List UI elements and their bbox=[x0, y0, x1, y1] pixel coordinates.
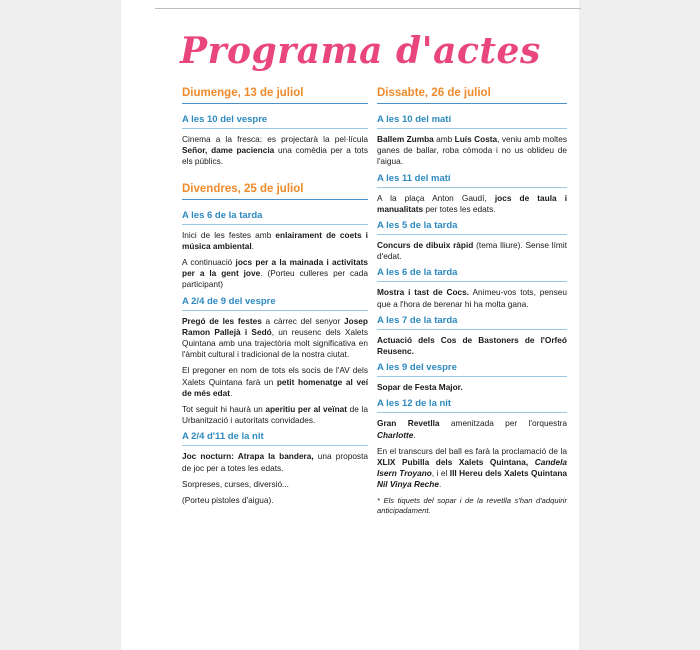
time-heading: A les 11 del matí bbox=[377, 173, 567, 188]
time-heading: A les 9 del vespre bbox=[377, 362, 567, 377]
event-text: Inici de les festes amb enlairament de coets i música ambiental. bbox=[182, 229, 368, 251]
day-heading: Divendres, 25 de juliol bbox=[182, 182, 368, 200]
event-text: A continuació jocs per a la mainada i activitats per a la gent jove. (Porteu culleres per cada participant) bbox=[182, 257, 368, 290]
event-text: Sorpreses, curses, diversió... bbox=[182, 478, 289, 489]
event-text: Concurs de dibuix ràpid (tema lliure). Sense límit d'edat. bbox=[377, 240, 567, 262]
left-column bbox=[182, 86, 368, 511]
event-text: Pregó de les festes a càrrec del senyor Josep Ramon Pallejà i Sedó, un reusenc dels Xalets Quintana amb una trajectòria molt significativa en l'àmbit cultural i tradicional de la nostra ciutat. bbox=[182, 315, 368, 360]
event-text: Mostra i tast de Cocs. Animeu-vos tots, penseu que a l'hora de berenar hi ha molta gana. bbox=[377, 287, 567, 309]
time-heading: A les 7 de la tarda bbox=[377, 315, 567, 330]
top-divider bbox=[155, 8, 581, 9]
event-text: Tot seguit hi haurà un aperitiu per al veïnat de la Urbanització i autoritats convidades. bbox=[182, 404, 368, 426]
ticket-note: * Els tiquets del sopar i de la revetlla s'han d'adquirir anticipadament. bbox=[377, 495, 567, 516]
event-text: Actuació dels Cos de Bastoners de l'Orfeó Reusenc. bbox=[377, 334, 567, 357]
program-page bbox=[121, 0, 579, 650]
time-heading: A les 6 de la tarda bbox=[182, 210, 368, 225]
event-text: Ballem Zumba amb Luís Costa, veniu amb moltes ganes de ballar, roba còmoda i no us oblideu de l'aigua. bbox=[377, 134, 567, 167]
time-heading: A les 5 de la tarda bbox=[377, 220, 567, 235]
event-text: Joc nocturn: Atrapa la bandera, una proposta de joc per a totes les edats. bbox=[182, 451, 368, 473]
time-heading: A 2/4 d'11 de la nit bbox=[182, 431, 368, 446]
event-text: Gran Revetlla amenitzada per l'orquestra Charlotte. bbox=[377, 418, 568, 440]
time-heading: A les 6 de la tarda bbox=[377, 267, 567, 282]
event-text: A la plaça Anton Gaudí, jocs de taula i manualitats per totes les edats. bbox=[377, 192, 567, 214]
time-heading: A les 10 del matí bbox=[377, 114, 567, 129]
page-title: Programa d'actes bbox=[180, 30, 541, 72]
right-column bbox=[377, 86, 567, 522]
event-text: Cinema a la fresca: es projectarà la pel·lícula Señor, dame paciencia una comèdia per a tots els públics. bbox=[182, 134, 368, 167]
day-heading: Diumenge, 13 de juliol bbox=[182, 86, 368, 104]
event-text: En el transcurs del ball es farà la proclamació de la XLIX Pubilla dels Xalets Quintana, Candela Isern Troyano, i el III Hereu dels Xalets Quintana Nil Vinya Reche. bbox=[377, 445, 567, 490]
event-text: El pregoner en nom de tots els socis de l'AV dels Xalets Quintana farà un petit homenatge al veí de més edat. bbox=[182, 365, 368, 398]
time-heading: A 2/4 de 9 del vespre bbox=[182, 296, 368, 311]
time-heading: A les 12 de la nit bbox=[377, 398, 567, 413]
event-text: Sopar de Festa Major. bbox=[377, 382, 463, 393]
day-heading: Dissabte, 26 de juliol bbox=[377, 86, 567, 104]
event-text: (Porteu pistoles d'aigua). bbox=[182, 495, 274, 506]
time-heading: A les 10 del vespre bbox=[182, 114, 368, 129]
